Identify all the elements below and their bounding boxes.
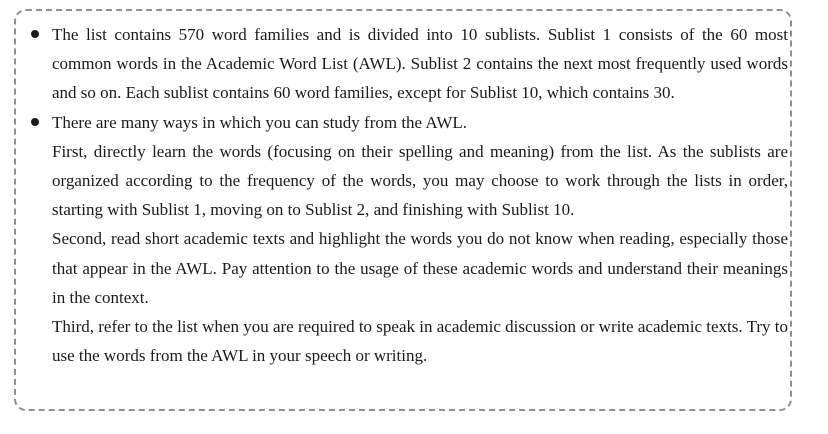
bullet-2-second-way: Second, read short academic texts and highlight the words you do not know when reading, especially those that appear in the AWL. Pay attention to the usage of these academic words and understand their meanings in the context. <box>52 229 788 307</box>
bullet-dot-icon <box>31 30 39 38</box>
bullet-2-intro: There are many ways in which you can study from the AWL. <box>52 112 468 132</box>
bullet-2-third-way: Third, refer to the list when you are required to speak in academic discussion or write academic texts. Try to use the words from the AWL in your speech or writing. <box>52 317 788 366</box>
bullet-1-paragraph: The list contains 570 word families and is divided into 10 sublists. Sublist 1 consists of the 60 most common words in the Academic Word List (AWL). Sublist 2 contains the next most frequently used words and so on. Each sublist contains 60 word families, except for Sublist 10, which contains 30. <box>52 25 788 103</box>
bullet-2-first-way: First, directly learn the words (focusing on their spelling and meaning) from the list. As the sublists are organized according to the frequency of the words, you may choose to work through the lists in order, starting with Sublist 1, moving on to Sublist 2, and finishing with Sublist 10. <box>52 141 788 220</box>
bullet-item-1 <box>28 20 788 108</box>
notice-content <box>28 20 788 370</box>
bullet-dot-icon <box>31 118 39 126</box>
bullet-item-2 <box>28 108 788 371</box>
